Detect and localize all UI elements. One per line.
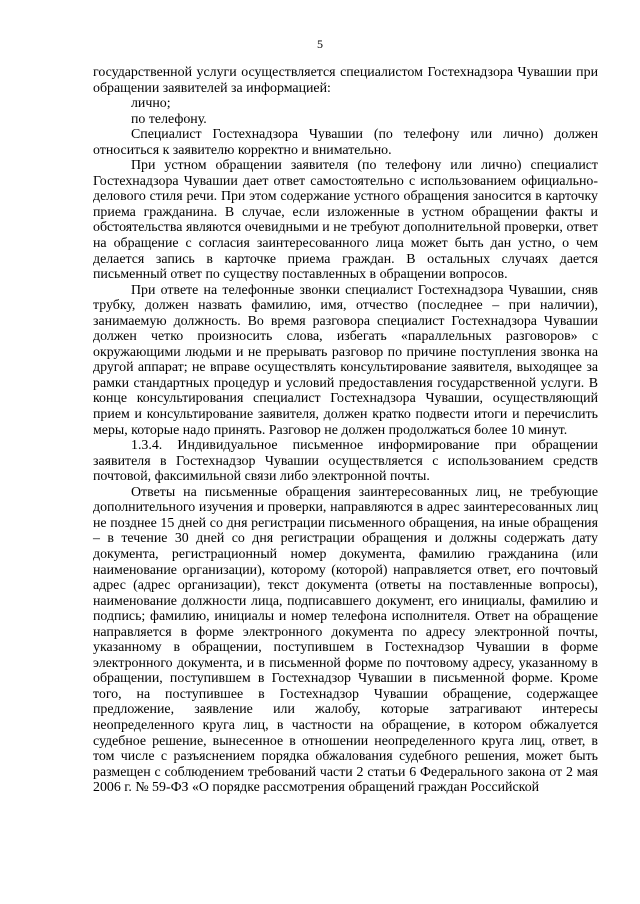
paragraph: При ответе на телефонные звонки специалист Гостехнадзора Чувашии, сняв трубку, должен назвать фамилию, имя, отчество (последнее – при наличии), занимаемую должность. Во время разговора специалист Гостехнадзора Чувашии должен четко произносить слова, избегать «параллельных разговоров» с окружающими людьми и не прерывать разговор по причине поступления звонка на другой аппарат; не вправе осуществлять консультирование заявителя, выходящее за рамки стандартных процедур и условий предоставления государственной услуги. В конце консультирования специалист Гостехнадзора Чувашии, осуществляющий прием и консультирование заявителя, должен кратко подвести итоги и перечислить меры, которые надо принять. Разговор не должен продолжаться более 10 минут. — [93, 282, 598, 438]
paragraph: государственной услуги осуществляется специалистом Гостехнадзора Чувашии при обращении заявителей за информацией: — [93, 65, 598, 96]
paragraph: Ответы на письменные обращения заинтересованных лиц, не требующие дополнительного изучения и проверки, направляются в адрес заинтересованных лиц не позднее 15 дней со дня регистрации письменного обращения, на иные обращения – в течение 30 дней со дня регистрации обращения и должны содержать дату документа, регистрационный номер документа, фамилию гражданина (или наименование организации), которому (которой) направляется ответ, его почтовый адрес (адрес организации), текст документа (ответы на поставленные вопросы), наименование должности лица, подписавшего документ, его инициалы, фамилию и подпись; фамилию, инициалы и номер телефона исполнителя. Ответ на обращение направляется в форме электронного документа по адресу электронной почты, указанному в обращении, поступившем в Гостехнадзор Чувашии в форме электронного документа, и в письменной форме по почтовому адресу, указанному в обращении, поступившем в Гостехнадзор Чувашии в письменной форме. Кроме того, на поступившее в Гостехнадзор Чувашии обращение, содержащее предложение, заявление или жалобу, которые затрагивают интересы неопределенного круга лиц, в частности на обращение, в котором обжалуется судебное решение, вынесенное в отношении неопределенного круга лиц, ответ, в том числе с разъяснением порядка обжалования судебного решения, может быть размещен с соблюдением требований части 2 статьи 6 Федерального закона от 2 мая 2006 г. № 59-ФЗ «О порядке рассмотрения обращений граждан Российской — [93, 484, 598, 796]
document-body — [93, 65, 598, 796]
paragraph: лично; — [131, 96, 171, 112]
paragraph: 1.3.4. Индивидуальное письменное информирование при обращении заявителя в Гостехнадзор Чувашии осуществляется с использованием средств почтовой, факсимильной связи либо электронной почты. — [93, 438, 598, 485]
paragraph: по телефону. — [131, 111, 207, 127]
page-number: 5 — [317, 37, 323, 51]
paragraph: Специалист Гостехнадзора Чувашии (по телефону или лично) должен относиться к заявителю корректно и внимательно. — [93, 127, 598, 158]
paragraph: При устном обращении заявителя (по телефону или лично) специалист Гостехнадзора Чувашии дает ответ самостоятельно с использованием официально-делового стиля речи. При этом содержание устного обращения заносится в карточку приема гражданина. В случае, если изложенные в устном обращении факты и обстоятельства являются очевидными и не требуют дополнительной проверки, ответ на обращение с согласия заинтересованного лица может быть дан устно, о чем делается запись в карточке приема граждан. В остальных случаях дается письменный ответ по существу поставленных в обращении вопросов. — [93, 158, 598, 283]
